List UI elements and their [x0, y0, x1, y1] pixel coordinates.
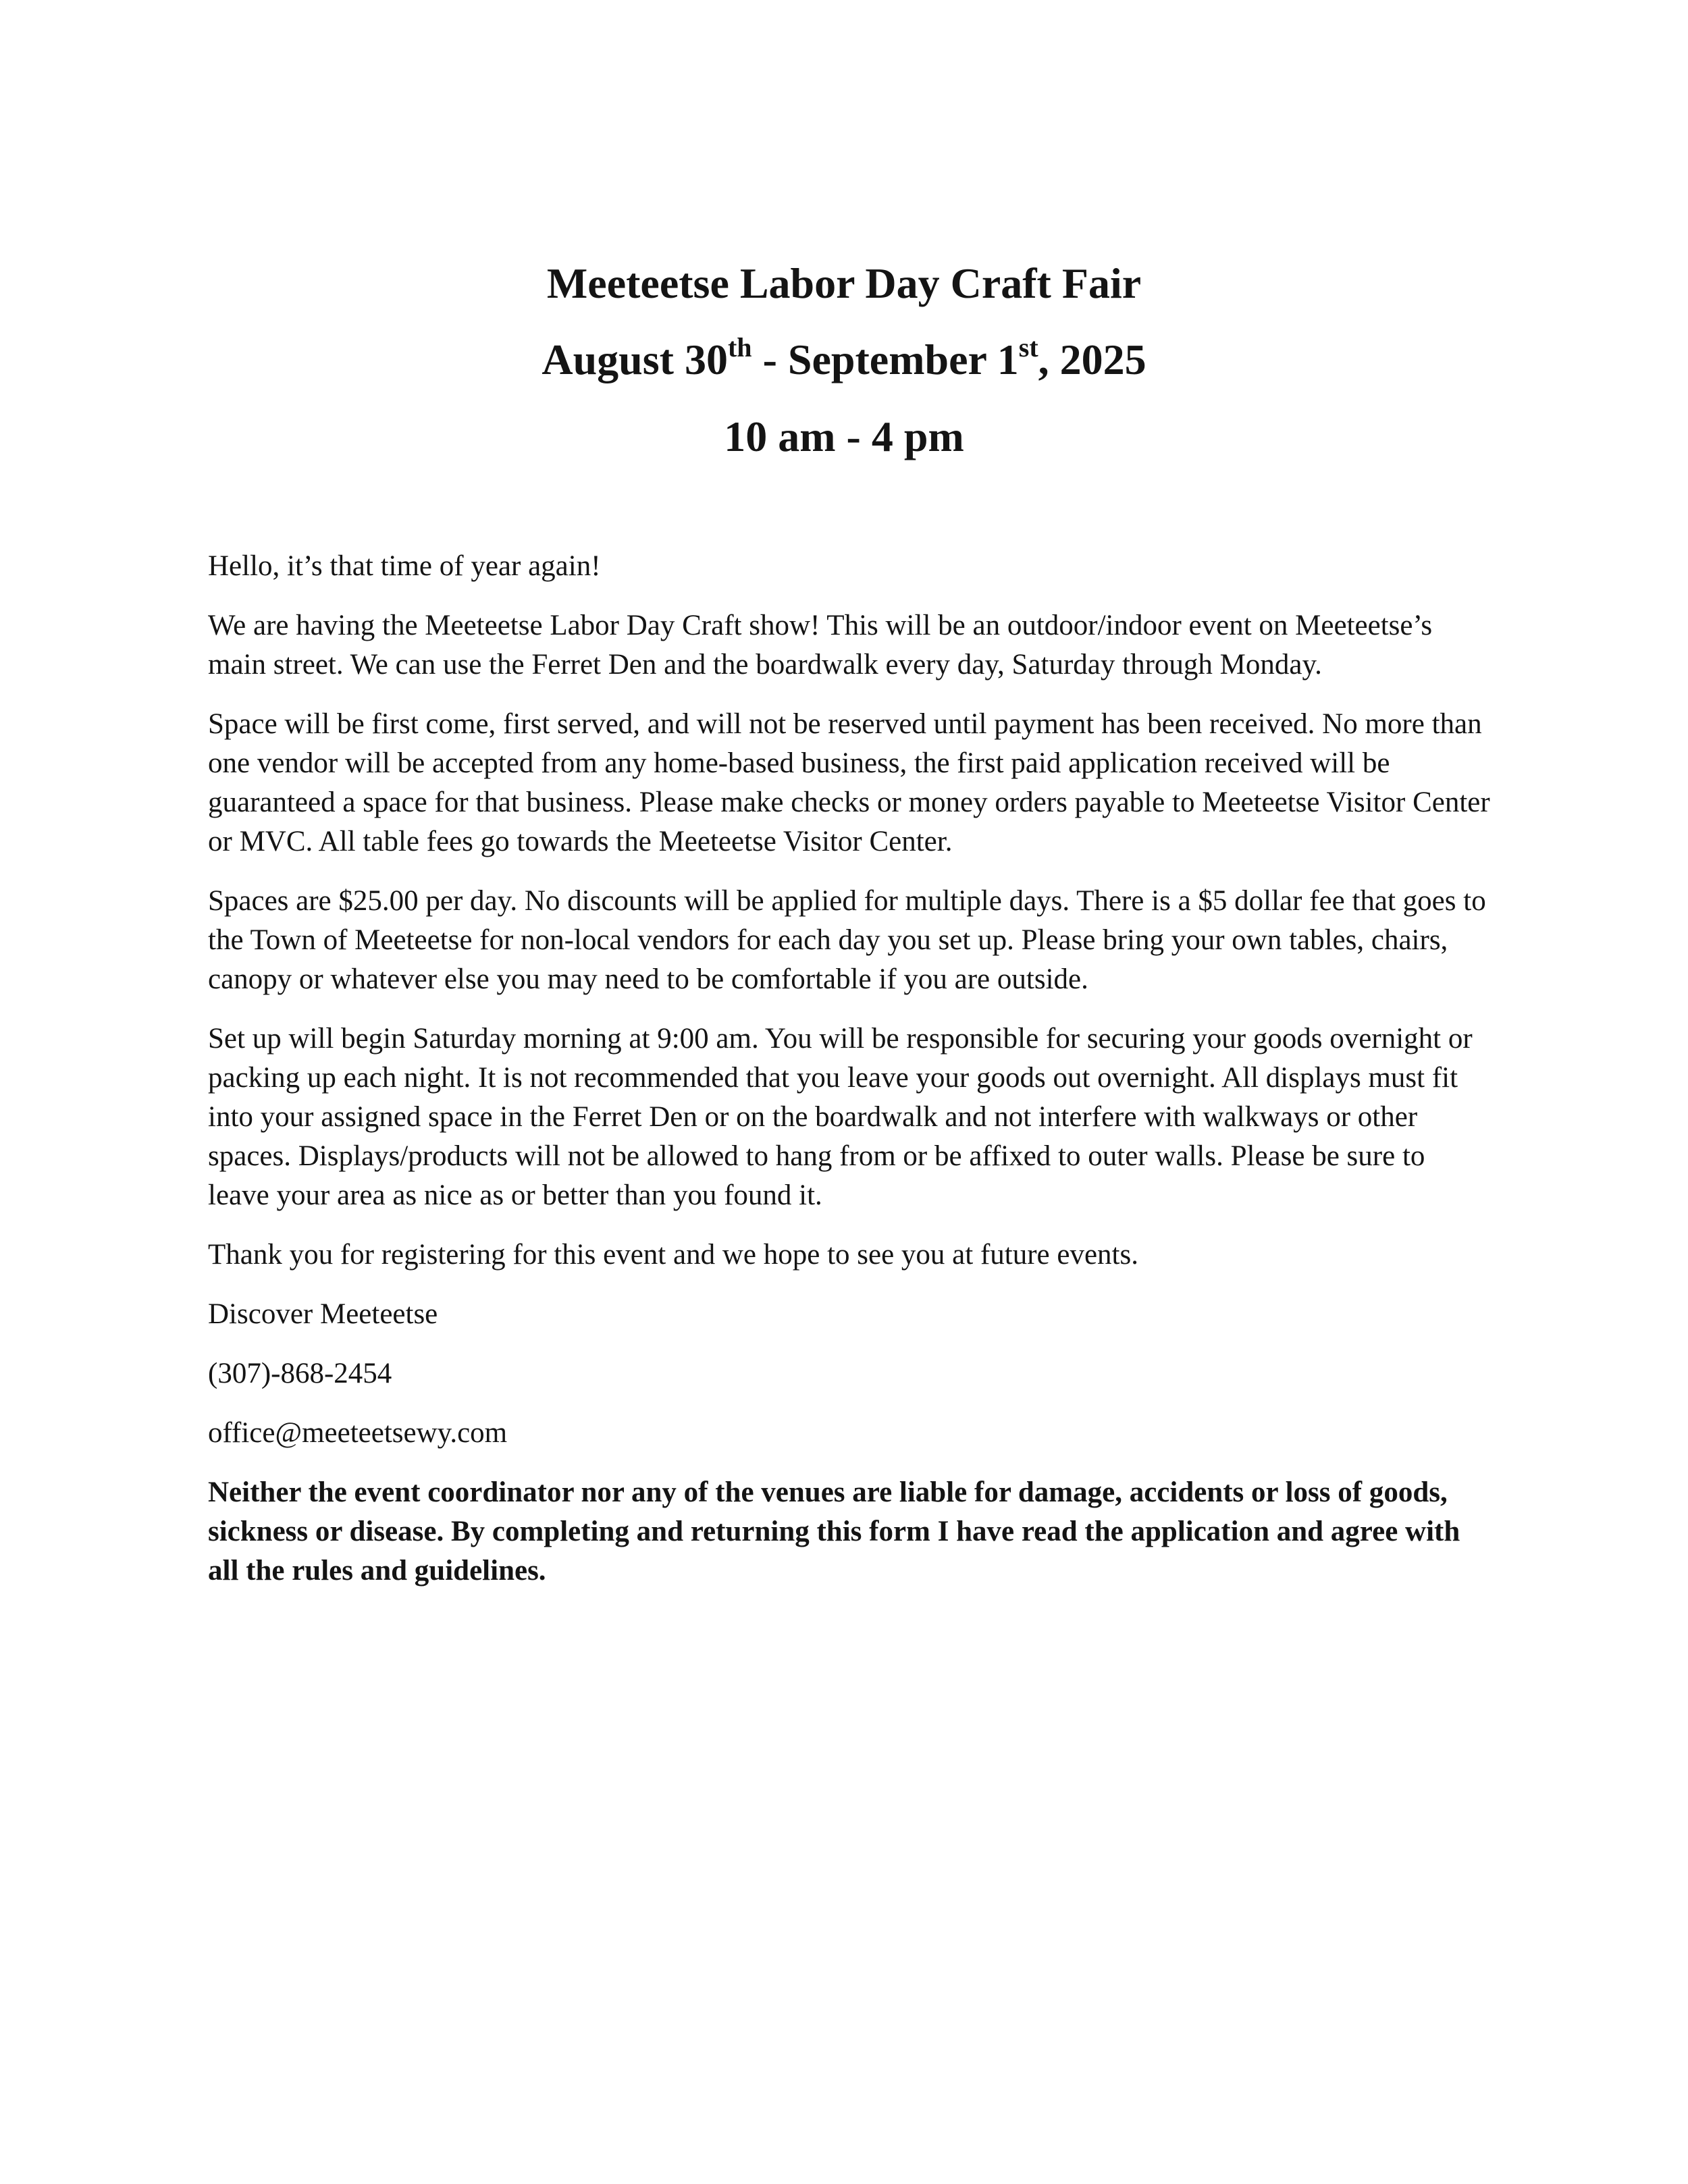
greeting-paragraph: Hello, it’s that time of year again!: [208, 550, 601, 582]
start-date-suffix: th: [727, 332, 752, 363]
setup-paragraph: Set up will begin Saturday morning at 9:00 am. You will be responsible for securing your goods overnight or packing up each night. It is not recommended that you leave your goods out overnight. All displays must fit into your assigned space in the Ferret Den or on the boardwalk and not interfere with walkways or other spaces. Displays/products will not be allowed to hang from or be affixed to outer walls. Please be sure to leave your area as nice as or better than you found it.: [208, 1023, 1473, 1211]
intro-paragraph: We are having the Meeteetse Labor Day Craft show! This will be an outdoor/indoor event on Meeteetse’s main street. We can use the Ferret Den and the boardwalk every day, Saturday through Monday.: [208, 610, 1433, 681]
thanks-paragraph: Thank you for registering for this event and we hope to see you at future events.: [208, 1239, 1138, 1271]
event-hours: 10 am - 4 pm: [724, 412, 964, 460]
event-year: , 2025: [1038, 336, 1146, 383]
start-date: August 30: [542, 336, 728, 383]
end-date-suffix: st: [1018, 332, 1038, 363]
contact-phone: (307)-868-2454: [208, 1358, 392, 1389]
contact-email: office@meeteetsewy.com: [208, 1417, 508, 1449]
liability-disclaimer: Neither the event coordinator nor any of the venues are liable for damage, accidents or loss of goods, sickness or disease. By completing and returning this form I have read the application and agree with all the rules and guidelines.: [208, 1476, 1460, 1587]
end-date: September 1: [787, 336, 1019, 383]
event-dates: [0, 333, 1688, 387]
page-title: Meeteetse Labor Day Craft Fair: [546, 259, 1142, 307]
date-separator: -: [751, 336, 788, 383]
letter-body: [208, 547, 1491, 1611]
pricing-paragraph: Spaces are $25.00 per day. No discounts will be applied for multiple days. There is a $5 dollar fee that goes to the Town of Meeteetse for non-local vendors for each day you set up. Please bring your own tables, chairs, canopy or whatever else you may need to be comfortable if you are outside.: [208, 885, 1486, 995]
space-policy-paragraph: Space will be first come, first served, and will not be reserved until payment has been received. No more than one vendor will be accepted from any home-based business, the first paid application received will be guaranteed a space for that business. Please make checks or money orders payable to Meeteetse Visitor Center or MVC. All table fees go towards the Meeteetse Visitor Center.: [208, 708, 1490, 857]
signature-line: Discover Meeteetse: [208, 1298, 438, 1330]
